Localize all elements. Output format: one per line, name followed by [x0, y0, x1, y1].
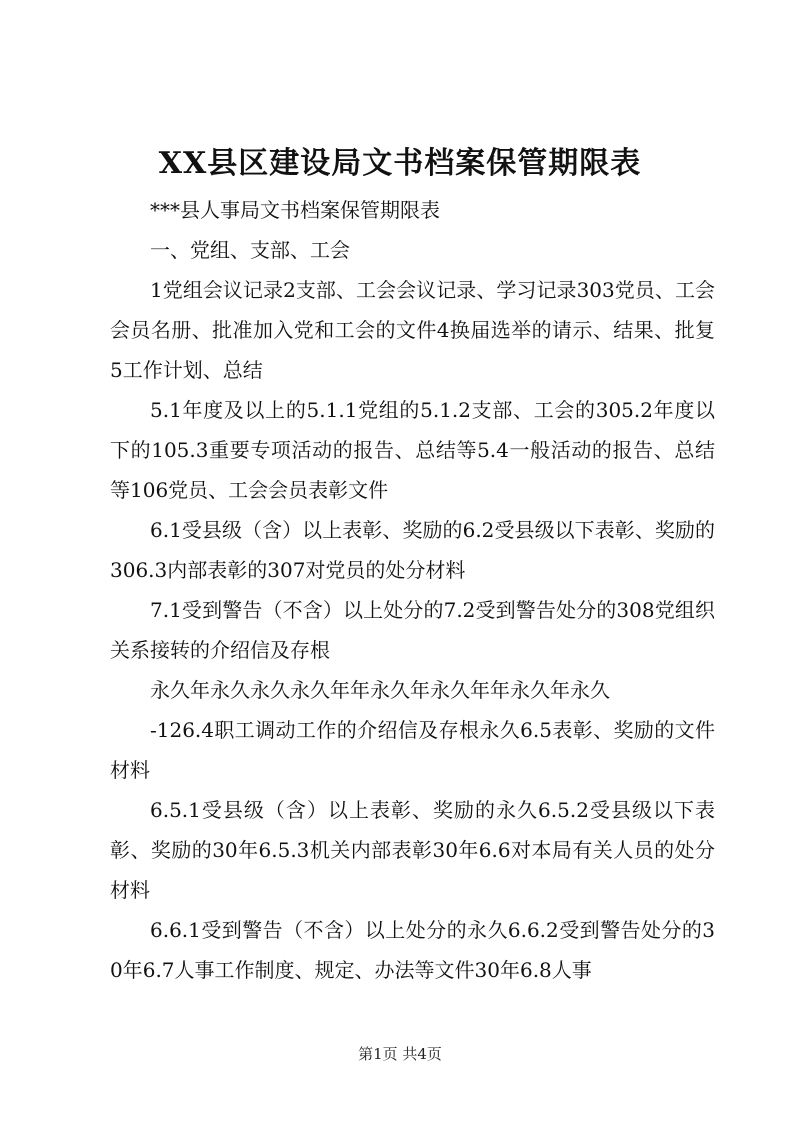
document-body: [110, 190, 715, 990]
paragraph: 7.1受到警告（不含）以上处分的7.2受到警告处分的308党组织关系接转的介绍信及存根: [110, 598, 715, 662]
paragraph: 永久年永久永久永久年年永久年永久年年永久年永久: [150, 678, 610, 702]
paragraph: -126.4职工调动工作的介绍信及存根永久6.5表彰、奖励的文件材料: [110, 718, 715, 782]
paragraph: 6.5.1受县级（含）以上表彰、奖励的永久6.5.2受县级以下表彰、奖励的30年6.5.3机关内部表彰30年6.6对本局有关人员的处分材料: [110, 798, 715, 902]
paragraph: 5.1年度及以上的5.1.1党组的5.1.2支部、工会的305.2年度以下的105.3重要专项活动的报告、总结等5.4一般活动的报告、总结等106党员、工会会员表彰文件: [110, 398, 715, 502]
document-title: XX县区建设局文书档案保管期限表: [158, 146, 642, 181]
paragraph: 一、党组、支部、工会: [150, 238, 350, 262]
paragraph: 6.1受县级（含）以上表彰、奖励的6.2受县级以下表彰、奖励的306.3内部表彰的307对党员的处分材料: [110, 518, 715, 582]
page-number-footer: 第1页 共4页: [358, 1045, 442, 1063]
paragraph: ***县人事局文书档案保管期限表: [150, 198, 440, 222]
paragraph: 6.6.1受到警告（不含）以上处分的永久6.6.2受到警告处分的30年6.7人事工作制度、规定、办法等文件30年6.8人事: [110, 918, 715, 982]
paragraph: 1党组会议记录2支部、工会会议记录、学习记录303党员、工会会员名册、批准加入党和工会的文件4换届选举的请示、结果、批复5工作计划、总结: [110, 278, 715, 382]
